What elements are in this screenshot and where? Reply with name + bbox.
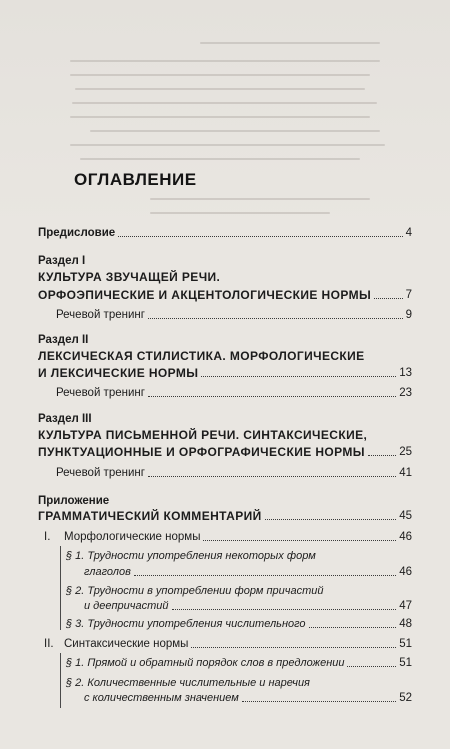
leader-dots [172, 609, 397, 610]
bracket-line [60, 653, 61, 708]
section-title: ЛЕКСИЧЕСКАЯ СТИЛИСТИКА. МОРФОЛОГИЧЕСКИЕ [38, 349, 365, 363]
subsection-title: с количественным значением [84, 692, 239, 704]
page-number: 23 [399, 387, 412, 399]
leader-dots [201, 376, 396, 377]
page-number: 51 [399, 638, 412, 650]
toc-entry-subsection[interactable] [66, 656, 412, 670]
entry-label: Предисловие [38, 227, 116, 239]
section-title: ПУНКТУАЦИОННЫЕ И ОРФОГРАФИЧЕСКИЕ НОРМЫ [38, 445, 365, 459]
leader-dots [242, 701, 396, 702]
leader-dots [148, 396, 396, 397]
leader-dots [191, 647, 396, 648]
leader-dots [347, 666, 396, 667]
section-title: КУЛЬТУРА ПИСЬМЕННОЙ РЕЧИ. СИНТАКСИЧЕСКИЕ, [38, 428, 368, 442]
toc-entry-subsection[interactable] [84, 565, 412, 579]
section-label: Раздел I [38, 255, 86, 267]
leader-dots [148, 318, 403, 319]
leader-dots [148, 476, 396, 477]
page-number: 46 [399, 566, 412, 578]
page-number: 46 [399, 531, 412, 543]
page-number: 47 [399, 600, 412, 612]
entry-label: Речевой тренинг [56, 387, 145, 399]
appendix-label: Приложение [38, 495, 110, 507]
section-title: И ЛЕКСИЧЕСКИЕ НОРМЫ [38, 366, 199, 380]
bracket-line [60, 546, 61, 630]
page-number: 51 [399, 657, 412, 669]
toc-entry-training[interactable] [56, 386, 412, 400]
page-number: 48 [399, 618, 412, 630]
subsection-title: § 2. Трудности в употреблении форм причастий [66, 585, 324, 597]
subsection-title: § 1. Трудности употребления некоторых форм [66, 550, 316, 562]
toc-entry-section2[interactable] [38, 366, 412, 380]
toc-entry-training[interactable] [56, 308, 412, 322]
section-title: КУЛЬТУРА ЗВУЧАЩЕЙ РЕЧИ. [38, 270, 221, 284]
subsection-title: § 1. Прямой и обратный порядок слов в предложении [66, 657, 345, 669]
appendix-title: ГРАММАТИЧЕСКИЙ КОММЕНТАРИЙ [38, 509, 262, 523]
toc-entry-part1[interactable] [44, 530, 412, 544]
page-number: 9 [405, 309, 412, 321]
part-number: II. [44, 638, 54, 650]
section-label: Раздел III [38, 413, 92, 425]
leader-dots [265, 519, 397, 520]
leader-dots [309, 627, 397, 628]
page-number: 41 [399, 467, 412, 479]
toc-entry-training[interactable] [56, 466, 412, 480]
toc-entry-appendix[interactable] [38, 509, 412, 523]
toc-entry-subsection[interactable] [66, 617, 412, 631]
leader-dots [374, 298, 402, 299]
part-number: I. [44, 531, 51, 543]
section-title: ОРФОЭПИЧЕСКИЕ И АКЦЕНТОЛОГИЧЕСКИЕ НОРМЫ [38, 288, 372, 302]
subsection-title: § 3. Трудности употребления числительного [66, 618, 306, 630]
leader-dots [134, 575, 396, 576]
page-number: 4 [405, 227, 412, 239]
entry-label: Речевой тренинг [56, 467, 145, 479]
page-number: 25 [399, 446, 412, 458]
leader-dots [203, 540, 396, 541]
entry-label: Морфологические нормы [64, 531, 201, 543]
section-label: Раздел II [38, 334, 89, 346]
leader-dots [368, 455, 396, 456]
subsection-title: глаголов [84, 566, 131, 578]
entry-label: Синтаксические нормы [64, 638, 189, 650]
toc-entry-subsection[interactable] [84, 691, 412, 705]
subsection-title: § 2. Количественные числительные и наречия [66, 677, 310, 689]
toc-entry-preface[interactable] [38, 226, 412, 240]
page-number: 45 [399, 510, 412, 522]
entry-label: Речевой тренинг [56, 309, 145, 321]
toc-entry-section1[interactable] [38, 288, 412, 302]
page-number: 7 [405, 289, 412, 301]
page-number: 52 [399, 692, 412, 704]
subsection-title: и деепричастий [84, 600, 169, 612]
toc-heading: ОГЛАВЛЕНИЕ [74, 170, 197, 189]
toc-entry-section3[interactable] [38, 445, 412, 459]
page-number: 13 [399, 367, 412, 379]
leader-dots [118, 236, 402, 237]
toc-entry-part2[interactable] [44, 637, 412, 651]
toc-entry-subsection[interactable] [84, 599, 412, 613]
